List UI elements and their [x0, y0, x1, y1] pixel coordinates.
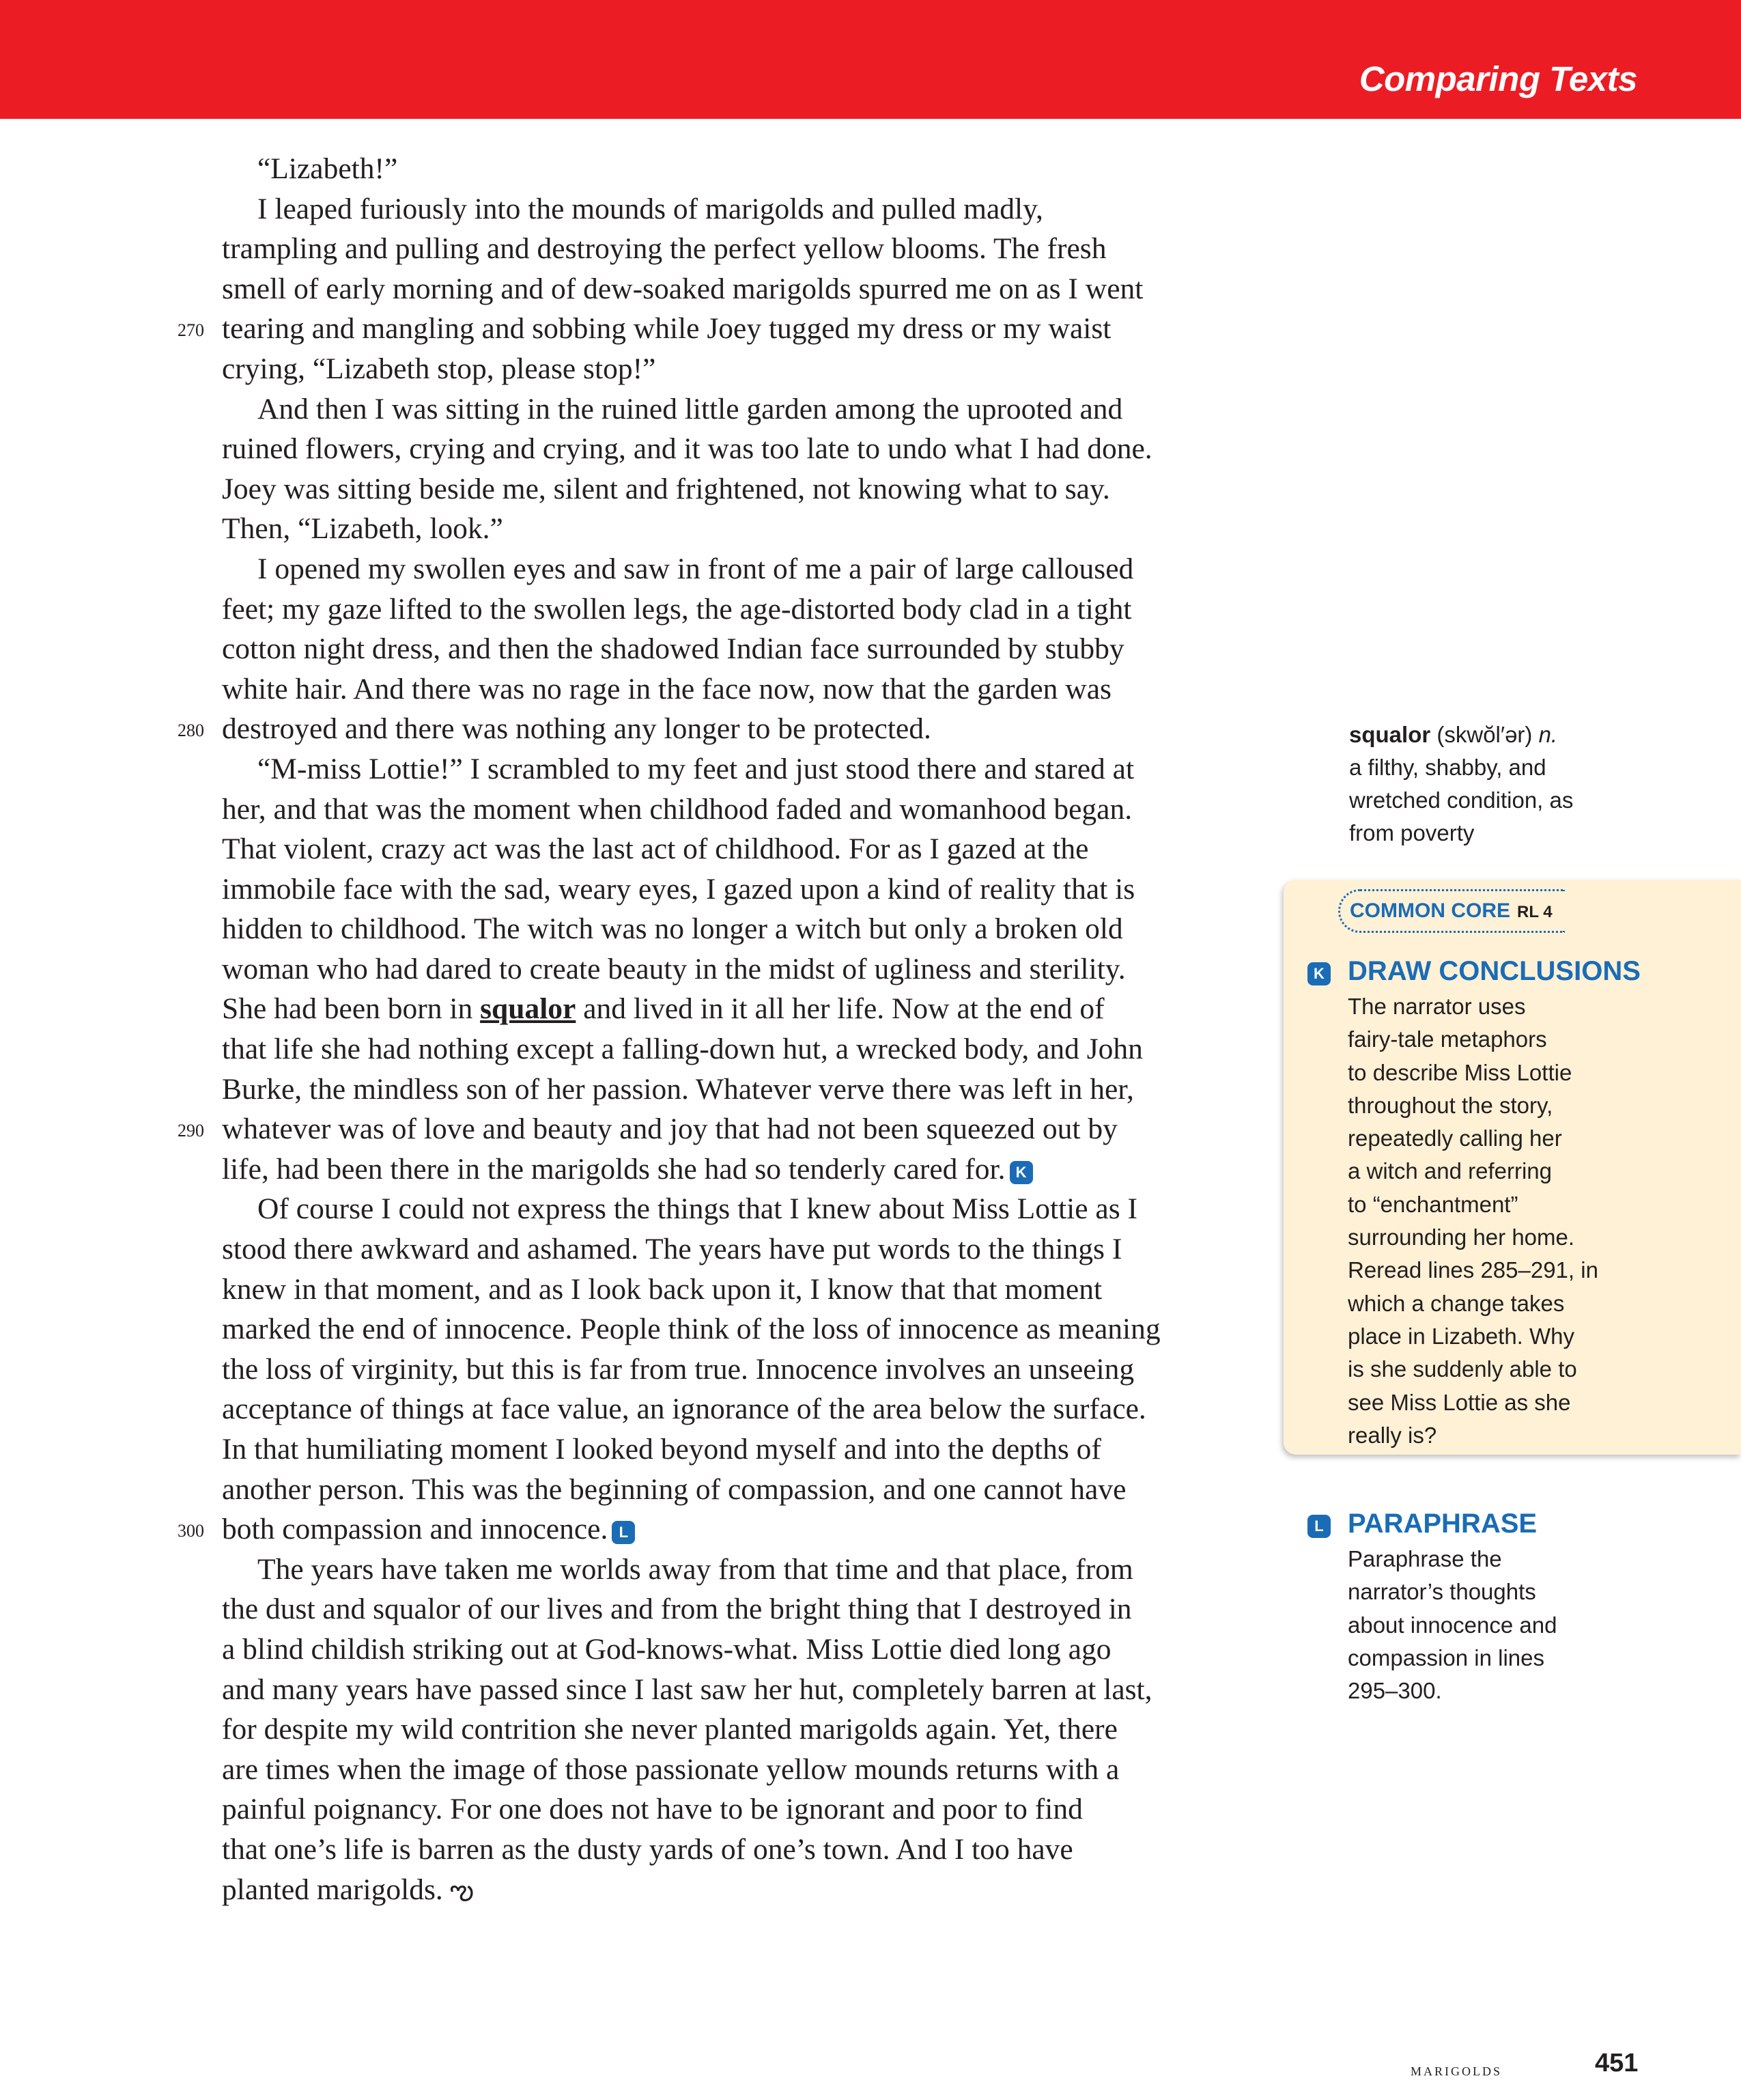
note-line: fairy-tale metaphors: [1348, 1026, 1547, 1052]
story-line: [222, 349, 1294, 389]
vocab-pronunciation: (skwŏl′ər): [1436, 722, 1533, 747]
note-line: a witch and referring: [1348, 1158, 1552, 1184]
story-text-segment: and many years have passed since I last saw her hut, completely barren at last,: [222, 1672, 1152, 1706]
story-text-segment: whatever was of love and beauty and joy that had not been squeezed out by: [222, 1112, 1118, 1146]
story-line: [222, 549, 1294, 589]
common-core-standard: RL 4: [1517, 903, 1553, 921]
vocab-term-link[interactable]: squalor: [480, 992, 576, 1026]
note-line: throughout the story,: [1348, 1092, 1553, 1118]
story-text-segment: cotton night dress, and then the shadowed Indian face surrounded by stubby: [222, 632, 1124, 666]
story-line: [222, 1470, 1294, 1510]
story-text-segment: the dust and squalor of our lives and from the bright thing that I destroyed in: [222, 1593, 1132, 1626]
story-text-segment: marked the end of innocence. People think of the loss of innocence as meaning: [222, 1313, 1161, 1346]
story-text-segment: tearing and mangling and sobbing while Joey tugged my dress or my waist: [222, 312, 1112, 346]
story-text-segment: That violent, crazy act was the last act of childhood. For as I gazed at the: [222, 832, 1089, 866]
story-line: [222, 1429, 1294, 1470]
note-line: surrounding her home.: [1348, 1224, 1575, 1250]
line-number: 280: [178, 720, 204, 741]
story-text-segment: destroyed and there was nothing any longer to be protected.: [222, 712, 931, 746]
story-line: [178, 309, 1294, 349]
story-text-segment: ruined flowers, crying and crying, and it was too late to undo what I had done.: [222, 432, 1152, 466]
story-line: [222, 989, 1294, 1029]
vocab-definition-line: a filthy, shabby, and: [1349, 755, 1546, 780]
note-line: to describe Miss Lottie: [1348, 1059, 1572, 1085]
note-heading-draw-conclusions: DRAW CONCLUSIONS: [1348, 956, 1641, 986]
story-line: [222, 1309, 1294, 1349]
story-text-segment: And then I was sitting in the ruined little garden among the uprooted and: [257, 392, 1123, 425]
section-title: Comparing Texts: [1359, 59, 1637, 98]
story-line: [222, 389, 1294, 430]
story-line: [178, 1109, 1294, 1149]
story-text-segment: She had been born in: [222, 992, 481, 1026]
story-text-segment: planted marigolds.: [222, 1873, 443, 1906]
story-text-segment: woman who had dared to create beauty in the midst of ugliness and sterility.: [222, 952, 1126, 985]
story-line: [222, 429, 1294, 469]
story-line: [222, 1229, 1294, 1270]
line-number: 270: [178, 320, 204, 341]
story-text-segment: Of course I could not express the things that I knew about Miss Lottie as I: [257, 1192, 1138, 1226]
note-line: Paraphrase the: [1348, 1546, 1502, 1571]
story-text-segment: hidden to childhood. The witch was no longer a witch but only a broken old: [222, 912, 1123, 946]
story-line: [222, 469, 1294, 509]
story-text-segment: trampling and pulling and destroying the perfect yellow blooms. The fresh: [222, 232, 1107, 266]
story-text-segment: acceptance of things at face value, an ignorance of the area below the surface.: [222, 1392, 1146, 1426]
story-text-segment: painful poignancy. For one does not have to be ignorant and poor to find: [222, 1793, 1083, 1826]
note-line: compassion in lines: [1348, 1644, 1544, 1670]
story-text-segment: knew in that moment, and as I look back upon it, I know that that moment: [222, 1272, 1103, 1306]
story-text-segment: feet; my gaze lifted to the swollen legs, the age-distorted body clad in a tight: [222, 592, 1132, 626]
story-line: [222, 629, 1294, 669]
story-line: [222, 1029, 1294, 1069]
story-line: [222, 1069, 1294, 1110]
story-line: [222, 1189, 1294, 1229]
story-text-segment: a blind childish striking out at God-knows-what. Miss Lottie died long ago: [222, 1632, 1112, 1666]
story-line: [222, 229, 1294, 269]
story-line: [222, 1830, 1294, 1870]
story-line: [222, 1349, 1294, 1390]
story-text-segment: another person. This was the beginning of compassion, and one cannot have: [222, 1472, 1127, 1506]
note-marker-k-icon: K: [1307, 962, 1331, 985]
story-line: [222, 1670, 1294, 1710]
note-body-l: [1348, 1543, 1648, 1707]
story-text-segment: that one’s life is barren as the dusty yards of one’s town. And I too have: [222, 1832, 1073, 1866]
vocab-definition-line: from poverty: [1349, 820, 1475, 845]
note-line: to “enchantment”: [1348, 1191, 1518, 1217]
story-line: [222, 1750, 1294, 1790]
note-line: Reread lines 285–291, in: [1348, 1257, 1598, 1283]
story-text-segment: for despite my wild contrition she never planted marigolds again. Yet, there: [222, 1713, 1118, 1746]
story-line: [222, 749, 1294, 789]
story-text-segment: The years have taken me worlds away from that time and that place, from: [257, 1552, 1133, 1586]
story-text-segment: “Lizabeth!”: [257, 152, 398, 185]
end-of-story-ornament-icon: ఌ: [449, 1874, 475, 1905]
story-line: [222, 669, 1294, 710]
story-line: [222, 829, 1294, 869]
story-text-segment: Burke, the mindless son of her passion. Whatever verve there was left in her,: [222, 1072, 1134, 1106]
annotation-marker-l-icon[interactable]: L: [612, 1521, 635, 1544]
note-line: The narrator uses: [1348, 994, 1526, 1019]
note-line: which a change takes: [1348, 1290, 1565, 1316]
story-line: [222, 149, 1294, 189]
story-line: [222, 789, 1294, 830]
story-line: [222, 949, 1294, 990]
story-text-segment: stood there awkward and ashamed. The years have put words to the things I: [222, 1233, 1122, 1266]
story-text-segment: smell of early morning and of dew-soaked marigolds spurred me on as I went: [222, 272, 1144, 305]
note-line: repeatedly calling her: [1348, 1125, 1562, 1151]
story-line: [222, 1789, 1294, 1830]
story-line: [222, 1149, 1294, 1190]
story-text-segment: white hair. And there was no rage in the face now, now that the garden was: [222, 672, 1112, 705]
vocab-note: [1349, 718, 1636, 850]
common-core-label: COMMON CORE: [1350, 899, 1510, 922]
note-heading-paraphrase: PARAPHRASE: [1348, 1509, 1538, 1539]
line-number: 300: [178, 1521, 204, 1541]
story-line: [222, 589, 1294, 630]
story-line: [222, 1709, 1294, 1750]
story-line: [222, 1629, 1294, 1670]
story-line: [222, 909, 1294, 949]
page-number: 451: [1595, 2049, 1639, 2077]
story-line: [178, 1509, 1294, 1550]
story-text-segment: crying, “Lizabeth stop, please stop!”: [222, 352, 656, 385]
story-text: [178, 149, 1294, 1909]
story-line: [222, 269, 1294, 309]
note-line: is she suddenly able to: [1348, 1356, 1577, 1382]
story-text-segment: her, and that was the moment when childhood faded and womanhood began.: [222, 792, 1133, 826]
vocab-definition-line: wretched condition, as: [1349, 787, 1574, 813]
note-line: really is?: [1348, 1422, 1437, 1448]
note-marker-l-icon: L: [1307, 1515, 1331, 1538]
header-banner: [0, 0, 1741, 119]
story-line: [178, 709, 1294, 749]
story-line: [222, 189, 1294, 229]
line-number: 290: [178, 1121, 204, 1141]
story-text-segment: life, had been there in the marigolds she had so tenderly cared for.: [222, 1152, 1006, 1186]
story-text-segment: I opened my swollen eyes and saw in front of me a pair of large calloused: [257, 552, 1134, 585]
story-text-segment: the loss of virginity, but this is far from true. Innocence involves an unseeing: [222, 1352, 1135, 1386]
vocab-part-of-speech: n.: [1538, 722, 1558, 747]
story-text-segment: I leaped furiously into the mounds of marigolds and pulled madly,: [257, 192, 1043, 225]
vocab-word: squalor: [1349, 722, 1431, 747]
story-line: [222, 1589, 1294, 1629]
story-text-segment: both compassion and innocence.: [222, 1513, 608, 1546]
story-text-segment: “M-miss Lottie!” I scrambled to my feet and just stood there and stared at: [257, 752, 1135, 785]
common-core-badge: [1338, 889, 1565, 933]
story-text-segment: In that humiliating moment I looked beyond myself and into the depths of: [222, 1433, 1101, 1466]
story-line: [222, 1870, 1294, 1910]
note-line: see Miss Lottie as she: [1348, 1389, 1571, 1415]
story-line: [222, 869, 1294, 910]
story-text-segment: and lived in it all her life. Now at the end of: [576, 992, 1105, 1026]
story-text-segment: Then, “Lizabeth, look.”: [222, 512, 503, 546]
note-line: about innocence and: [1348, 1612, 1557, 1638]
note-line: narrator’s thoughts: [1348, 1579, 1536, 1605]
note-line: place in Lizabeth. Why: [1348, 1323, 1575, 1349]
note-body-k: [1348, 990, 1648, 1452]
story-line: [222, 1270, 1294, 1310]
story-line: [222, 509, 1294, 549]
story-text-segment: immobile face with the sad, weary eyes, I gazed upon a kind of reality that is: [222, 872, 1135, 906]
story-line: [222, 1389, 1294, 1429]
story-text-segment: that life she had nothing except a falling-down hut, a wrecked body, and John: [222, 1033, 1143, 1066]
story-line: [222, 1550, 1294, 1590]
story-text-segment: Joey was sitting beside me, silent and frightened, not knowing what to say.: [222, 472, 1110, 505]
annotation-marker-k-icon[interactable]: K: [1010, 1161, 1033, 1184]
running-title: marigolds: [1411, 2060, 1503, 2080]
note-line: 295–300.: [1348, 1678, 1442, 1704]
vocab-entry: [1349, 718, 1636, 751]
story-text-segment: are times when the image of those passionate yellow mounds returns with a: [222, 1752, 1120, 1786]
